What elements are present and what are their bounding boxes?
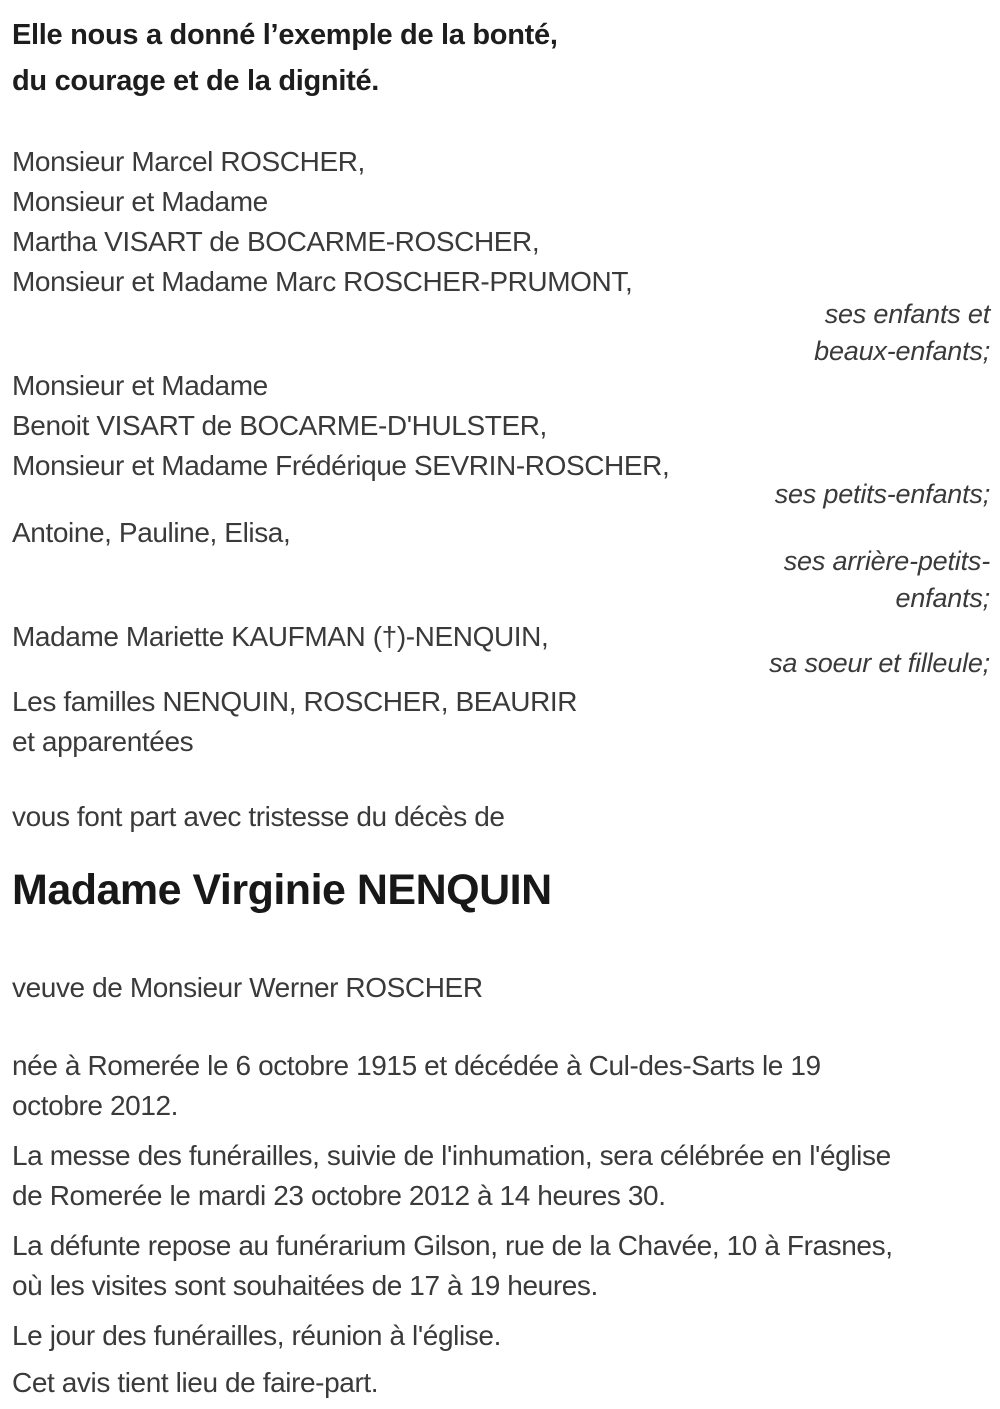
mourner-group-families bbox=[12, 682, 990, 762]
mourner-line: Monsieur et Madame bbox=[12, 370, 268, 401]
paragraph-faire-part bbox=[12, 1363, 990, 1403]
relation-line: enfants; bbox=[895, 583, 990, 613]
mourner-line: Antoine, Pauline, Elisa, bbox=[12, 517, 291, 548]
mourner-line: Monsieur Marcel ROSCHER, bbox=[12, 146, 365, 177]
mourner-group-children bbox=[12, 142, 990, 302]
mourner-line: Les familles NENQUIN, ROSCHER, BEAURIR bbox=[12, 686, 578, 717]
paragraph-funeral-mass bbox=[12, 1136, 990, 1216]
relation-label-great-grandchildren bbox=[12, 543, 990, 617]
paragraph-line: Cet avis tient lieu de faire-part. bbox=[12, 1367, 379, 1398]
relation-line: ses arrière-petits- bbox=[783, 546, 990, 576]
announcement-line: vous font part avec tristesse du décès de bbox=[12, 801, 505, 832]
paragraph-line: La messe des funérailles, suivie de l'inhumation, sera célébrée en l'église bbox=[12, 1140, 891, 1171]
paragraph-funerarium bbox=[12, 1226, 990, 1306]
relation-line: sa soeur et filleule; bbox=[769, 648, 990, 678]
mourner-line: et apparentées bbox=[12, 726, 194, 757]
mourner-line: Monsieur et Madame Marc ROSCHER-PRUMONT, bbox=[12, 266, 633, 297]
paragraph-line: née à Romerée le 6 octobre 1915 et décédée à Cul-des-Sarts le 19 bbox=[12, 1050, 821, 1081]
epigraph-line-2: du courage et de la dignité. bbox=[12, 65, 380, 97]
paragraph-line: octobre 2012. bbox=[12, 1090, 179, 1121]
mourner-group-grandchildren bbox=[12, 366, 990, 486]
paragraph-line: où les visites sont souhaitées de 17 à 19 heures. bbox=[12, 1270, 598, 1301]
epigraph bbox=[12, 12, 990, 104]
announcement bbox=[12, 797, 990, 837]
epigraph-line-1: Elle nous a donné l’exemple de la bonté, bbox=[12, 19, 558, 51]
mourners-list bbox=[12, 142, 990, 762]
deceased-name: Madame Virginie NENQUIN bbox=[12, 866, 552, 914]
widow-line-text: veuve de Monsieur Werner ROSCHER bbox=[12, 972, 483, 1003]
mourner-line: Monsieur et Madame bbox=[12, 186, 268, 217]
paragraph-meeting bbox=[12, 1316, 990, 1356]
relation-line: ses enfants et bbox=[824, 299, 990, 329]
mourner-line: Monsieur et Madame Frédérique SEVRIN-ROSCHER, bbox=[12, 450, 670, 481]
relation-line: ses petits-enfants; bbox=[774, 479, 990, 509]
mourner-line: Martha VISART de BOCARME-ROSCHER, bbox=[12, 226, 540, 257]
relation-line: beaux-enfants; bbox=[814, 336, 990, 366]
paragraph-line: de Romerée le mardi 23 octobre 2012 à 14 heures 30. bbox=[12, 1180, 666, 1211]
mourner-line: Madame Mariette KAUFMAN (†)-NENQUIN, bbox=[12, 621, 549, 652]
paragraph-line: La défunte repose au funérarium Gilson, rue de la Chavée, 10 à Frasnes, bbox=[12, 1230, 893, 1261]
paragraph-birth-death bbox=[12, 1046, 990, 1126]
mourner-line: Benoit VISART de BOCARME-D'HULSTER, bbox=[12, 410, 547, 441]
relation-label-children bbox=[12, 296, 990, 370]
paragraph-line: Le jour des funérailles, réunion à l'église. bbox=[12, 1320, 501, 1351]
widow-line bbox=[12, 968, 990, 1008]
